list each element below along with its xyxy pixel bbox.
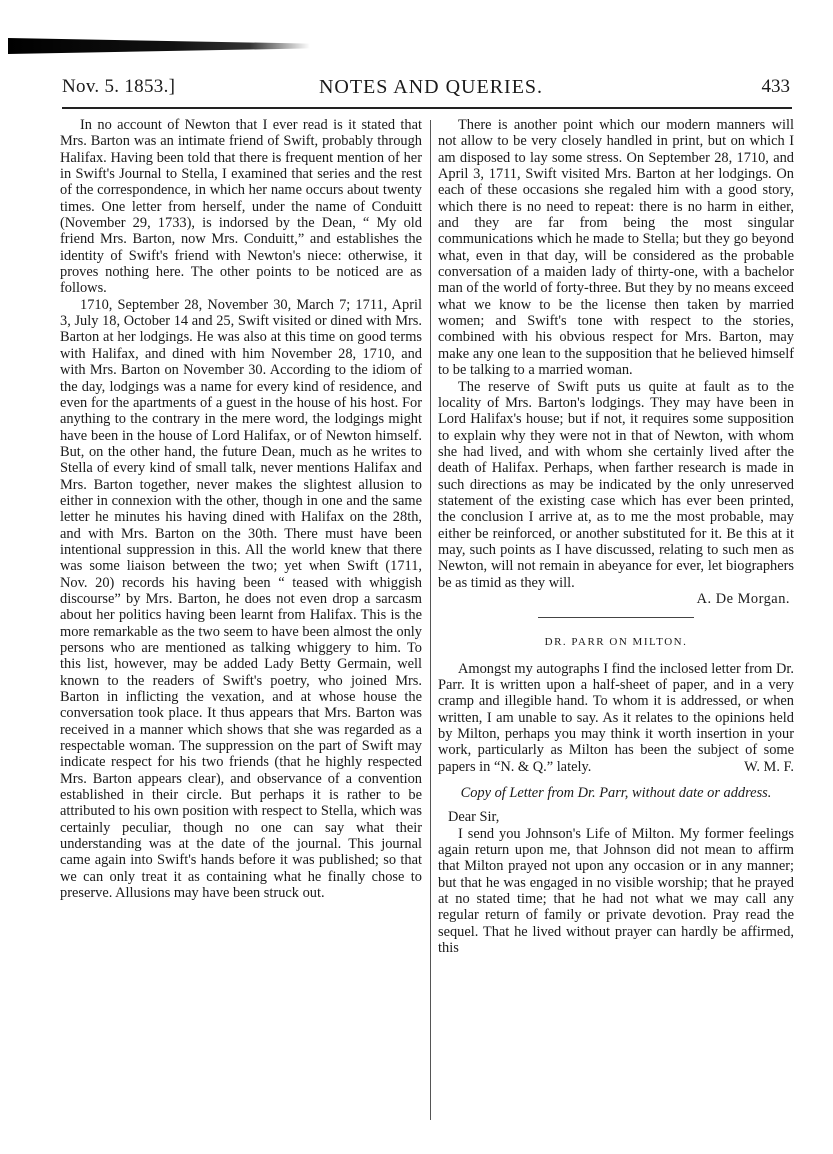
issue-date: Nov. 5. 1853.] [62,76,176,97]
header-rule [62,107,792,109]
paragraph: I send you Johnson's Life of Milton. My former feelings again return upon me, that Johnson did not mean to affirm that Milton prayed not upon any occasion or in any manner; but that he was engaged in no visible worship; that he prayed at no stated time; that he had not what we may call any regular return of family or private devotion. Pray read the sequel. That he lived without prayer can hardly be affirmed, this [438,825,794,957]
left-column [60,117,422,902]
page-header [62,76,800,102]
column-divider [430,120,431,1120]
paragraph: 1710, September 28, November 30, March 7; 1711, April 3, July 18, October 14 and 25, Swift visited or dined with Mrs. Barton at her lodgings. He was also at this time on good terms with Halifax, and dined with him November 28, 1710, and with Mrs. Barton on November 30. According to the idiom of the day, lodgings was a name for every kind of residence, and even for the apartments of a guest in the house of his host. For anything to the contrary in the mere word, the lodgings might have been in the house of Lord Halifax, or of Newton himself. But, on the other hand, the future Dean, much as he writes to Stella of every kind of small talk, never mentions Halifax and Mrs. Barton together, never makes the slightest allusion to either in connexion with the other, though in one and the same letter he minutes his having dined with Halifax on the 28th, and with Mrs. Barton on the 30th. There must have been intentional suppression in this. All the world knew that there was some liaison between the two; yet when Swift (1711, Nov. 20) records his having been “ teased with whiggish discourse” by Mrs. Barton, he does not even drop a sarcasm about her politics having been learnt from Halifax. This is the more remarkable as the two seem to have been almost the only persons who are mentioned as talking whiggery to him. To this list, however, may be added Lady Betty Germain, well known to the readers of Swift's poetry, who joined Mrs. Barton in inflicting the vexation, and at whose house the conversation took place. It thus appears that Mrs. Barton was received in a manner which shows that she was regarded as a respectable woman. The suppression on the part of Swift may indicate respect for his two friends (that he highly respected Mrs. Barton appears clear), and observance of a convention established in their circle. But perhaps it is rather to be attributed to his own position with respect to Stella, which was certainly peculiar, though no one can say what their understanding was at the date of the journal. This journal came again into Swift's hands before it was published; so that we can only treat it as containing what he finally chose to preserve. Allusions may have been struck out. [60,296,422,902]
journal-title: NOTES AND QUERIES. [318,76,544,98]
salutation: Dear Sir, [448,809,500,826]
section-heading: DR. PARR ON MILTON. [544,636,688,649]
right-column [438,117,794,957]
paragraph: There is another point which our modern manners will not allow to be very closely handled in print, but on which I am disposed to lay some stress. On September 28, 1710, and April 3, 1711, Swift visited Mrs. Barton at her lodgings. On each of these occasions she regaled him with a good story, which there is no need to repeat: there is no harm in either, and they are far from being the most singular communications which he made to Stella; but they go beyond what, even in that day, will be considered as the probable conversation of a maiden lady of thirty-one, with a bachelor man of the world of forty-three. But they by no means exceed what we know to be the license then taken by married women; and Swift's tone with respect to the stories, combined with his obvious respect for Mrs. Barton, may make any one lean to the supposition that he believed himself to be talking to a married woman. [438,117,794,379]
page-number: 433 [761,76,790,97]
paragraph: In no account of Newton that I ever read is it stated that Mrs. Barton was an intimate friend of Swift, probably through Halifax. Having been told that there is frequent mention of her in Swift's Journal to Stella, I examined that series and the rest of the correspondence, in which her name occurs about twenty times. One letter from herself, under the name of Conduitt (November 29, 1733), is indorsed by the Dean, “ My old friend Mrs. Barton, now Mrs. Conduitt,” and establishes the identity of Swift's friend with Newton's niece: otherwise, it proves nothing here. The other points to be noticed are as follows. [60,117,422,297]
signature-de-morgan: A. De Morgan. [696,590,790,607]
section-separator [538,607,694,618]
letter-title: Copy of Letter from Dr. Parr, without date or address. [460,785,772,802]
paragraph [438,661,794,775]
paragraph: The reserve of Swift puts us quite at fault as to the locality of Mrs. Barton's lodgings. They may have been in Lord Halifax's house; but if not, it requires some supposition to explain why they were not in that of Newton, with whom she had lived, and with whom she certainly lived after the death of Halifax. Perhaps, when farther research is made in such directions as may be indicated by the only unreserved statement of the existing case which has ever been printed, the conclusion I arrive at, as to me the most probable, may either be reinforced, or another substituted for it. Be this at it may, such points as I have discussed, relating to such men as Newton, will not remain in abeyance for ever, let biographers be as timid as they will. [438,378,794,591]
paragraph-text: Amongst my autographs I find the inclosed letter from Dr. Parr. It is written upon a half-sheet of paper, and in a very cramp and illegible hand. To whom it is addressed, or when written, I am unable to say. As it relates to the opinions held by Milton, perhaps you may think it worth insertion in your work, particularly as Milton has been the subject of some papers in “N. & Q.” lately. [438,660,794,775]
signature-wmf: W. M. F. [744,758,794,775]
decorative-top-bar [8,38,310,54]
